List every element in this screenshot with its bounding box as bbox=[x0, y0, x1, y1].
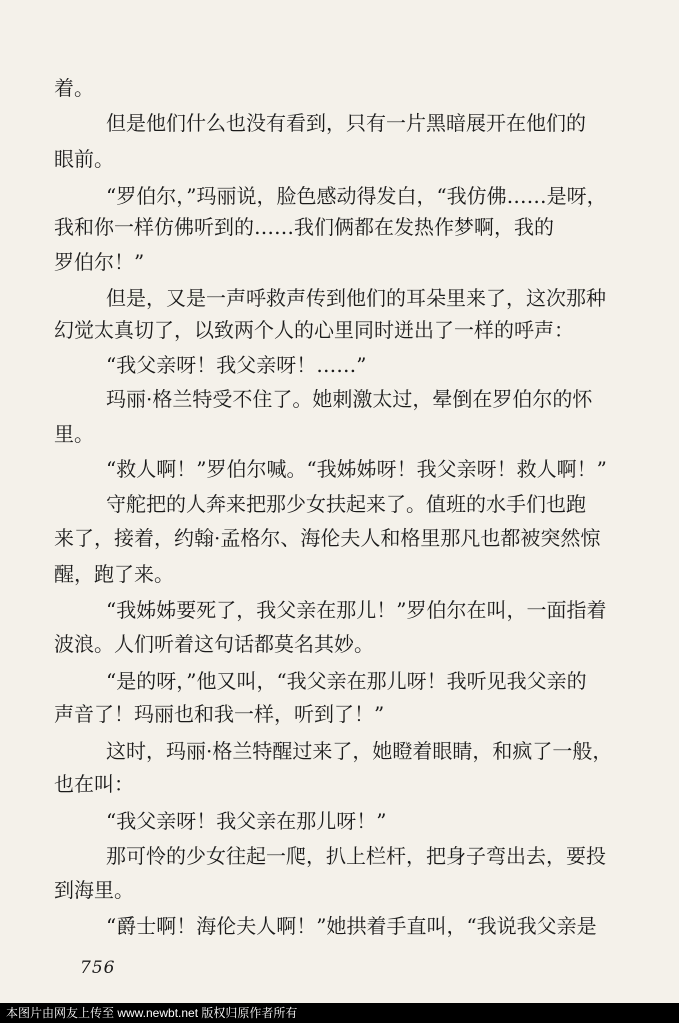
text-line: 来了，接着，约翰·孟格尔、海伦夫人和格里那凡也都被突然惊 bbox=[54, 526, 601, 550]
text-line: 这时，玛丽·格兰特醒过来了，她瞪着眼睛，和疯了一般， bbox=[106, 739, 613, 763]
text-line: 着。 bbox=[54, 76, 94, 100]
text-line: 眼前。 bbox=[54, 147, 114, 171]
text-line: “爵士啊！海伦夫人啊！”她拱着手直叫，“我说我父亲是 bbox=[106, 914, 597, 938]
text-line: 波浪。人们听着这句话都莫名其妙。 bbox=[54, 632, 374, 656]
text-line: “罗伯尔，”玛丽说，脸色感动得发白，“我仿佛……是呀， bbox=[106, 184, 607, 208]
text-line: 但是他们什么也没有看到，只有一片黑暗展开在他们的 bbox=[106, 111, 586, 135]
text-line: 但是，又是一声呼救声传到他们的耳朵里来了，这次那种 bbox=[106, 286, 606, 310]
text-line: “是的呀，”他又叫，“我父亲在那儿呀！我听见我父亲的 bbox=[106, 669, 587, 693]
text-line: “我姊姊要死了，我父亲在那儿！”罗伯尔在叫，一面指着 bbox=[106, 598, 607, 622]
text-line: 那可怜的少女往起一爬，扒上栏杆，把身子弯出去，要投 bbox=[106, 844, 606, 868]
watermark-footer: 本图片由网友上传至 www.newbt.net 版权归原作者所有 bbox=[0, 1003, 679, 1023]
text-line: “救人啊！”罗伯尔喊。“我姊姊呀！我父亲呀！救人啊！” bbox=[106, 457, 607, 481]
text-line: 里。 bbox=[54, 422, 94, 446]
text-line: 也在叫： bbox=[54, 772, 134, 796]
text-line: 罗伯尔！” bbox=[54, 250, 145, 274]
text-line: “我父亲呀！我父亲呀！……” bbox=[106, 353, 367, 377]
text-line: “我父亲呀！我父亲在那儿呀！” bbox=[106, 809, 387, 833]
text-line: 玛丽·格兰特受不住了。她刺激太过，晕倒在罗伯尔的怀 bbox=[106, 387, 593, 411]
text-line: 醒，跑了来。 bbox=[54, 562, 174, 586]
text-line: 守舵把的人奔来把那少女扶起来了。值班的水手们也跑 bbox=[106, 492, 586, 516]
text-line: 我和你一样仿佛听到的……我们俩都在发热作梦啊，我的 bbox=[54, 215, 554, 239]
text-line: 到海里。 bbox=[54, 878, 134, 902]
text-line: 幻觉太真切了，以致两个人的心里同时迸出了一样的呼声： bbox=[54, 318, 574, 342]
text-line: 声音了！玛丽也和我一样，听到了！” bbox=[54, 702, 385, 726]
page-number: 756 bbox=[80, 958, 116, 978]
